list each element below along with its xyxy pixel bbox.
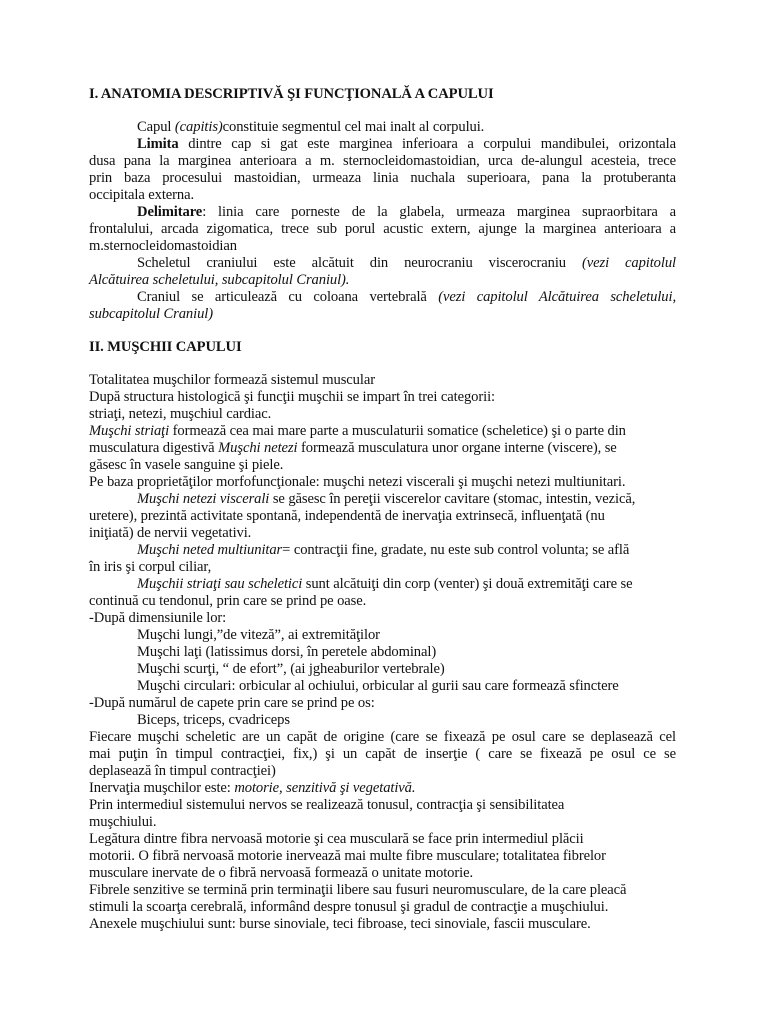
paragraph-line: Fiecare muşchi scheletic are un capăt de origine (care se fixează pe osul care se deplasează cel [89,729,676,745]
limita-line-3: prin baza procesului mastoidian, urmeaza linia nuchala superioara, pana la protuberanta [89,170,676,186]
paragraph-line: Anexele muşchiului sunt: burse sinoviale, teci fibroase, teci sinoviale, fascii musculare. [89,916,591,932]
paragraph-line: striaţi, netezi, muşchiul cardiac. [89,406,272,422]
scheletul-line-1 [137,255,676,272]
paragraph-line: Totalitatea muşchilor formează sistemul muscular [89,372,375,388]
text: formează musculatura unor organe interne (viscere), se [297,440,617,456]
list-item: Muşchi circulari: orbicular al ochiului, orbicular al gurii sau care formează sfinctere [137,678,619,694]
paragraph-line: motorii. O fibră nervoasă motorie inervează mai multe fibre musculare; totalitatea fibrelor [89,848,606,864]
paragraph-line [137,576,632,593]
text: Craniul se articulează cu coloana vertebrală [137,289,439,305]
term: Muşchii striaţi sau scheletici [137,576,303,592]
paragraph-line [89,423,626,440]
text: = contracţii fine, gradate, nu este sub control volunta; se află [282,542,630,558]
text: dintre cap si gat este marginea inferioara a corpului mandibulei, orizontala [178,136,676,152]
paragraph-line: După structura histologică şi funcţii muşchii se impart în trei categorii: [89,389,495,405]
list-item: Muşchi lungi,”de viteză”, ai extremităţilor [137,627,380,643]
paragraph-line: Legătura dintre fibra nervoasă motorie şi cea musculară se face prin intermediul plăcii [89,831,584,847]
list-item: Muşchi scurţi, “ de efort”, (ai jgheaburilor vertebrale) [137,661,445,677]
paragraph-line [137,542,629,559]
paragraph-line: -După dimensiunile lor: [89,610,227,626]
paragraph-line [89,780,415,797]
reference: (vezi capitolul Alcătuirea scheletului, [438,289,676,305]
reference: (vezi capitolul [581,255,676,271]
paragraph-line: uretere), prezintă activitate spontană, independentă de inervaţia extrinsecă, influenţată (nu [89,508,605,524]
paragraph-line [137,491,635,508]
paragraph-line: iniţiată) de nervii vegetativi. [89,525,252,541]
limita-line-4: occipitala externa. [89,187,195,203]
paragraph-line: găsesc în vasele sanguine şi piele. [89,457,284,473]
craniul-line-1 [137,289,676,306]
term: Muşchi striaţi [89,423,170,439]
list-item: Muşchi laţi (latissimus dorsi, în peretele abdominal) [137,644,437,660]
limita-line-2: dusa pana la marginea anterioara a m. sternocleidomastoidian, urca de-alungul acesteia, trece [89,153,676,169]
paragraph-line: -După numărul de capete prin care se prind pe os: [89,695,375,711]
paragraph-line: Prin intermediul sistemului nervos se realizează tonusul, contracţia şi sensibilitatea [89,797,565,813]
delimitare-line-2: frontalului, arcada zigomatica, trece sub porul acustic extern, ajunge la marginea anterioara a [89,221,676,237]
paragraph-line: Fibrele senzitive se termină prin terminaţii libere sau fusuri neuromusculare, de la care pleacă [89,882,627,898]
craniul-line-2 [89,306,213,323]
text: musculatura digestivă [89,440,219,456]
reference: Alcătuirea scheletului, subcapitolul Craniul). [89,272,350,288]
term: Muşchi netezi viscerali [137,491,270,507]
delimitare-line-1 [137,204,676,221]
paragraph-line [89,440,617,457]
paragraph-line: musculare inervate de o fibră nervoasă formează o unitate motorie. [89,865,474,881]
section-2-heading: II. MUŞCHII CAPULUI [89,339,242,355]
paragraph-line: deplasează în timpul contracţiei) [89,763,276,779]
paragraph-line: continuă cu tendonul, prin care se prind pe oase. [89,593,367,609]
text: formează cea mai mare parte a musculaturii somatice (scheletice) şi o parte din [169,423,626,439]
paragraph-line: stimuli la scoarţa cerebrală, informând despre tonusul şi gradul de contracţie a muşchiului. [89,899,609,915]
limita-line-1 [137,136,676,153]
term: Muşchi netezi [218,440,298,456]
text: constituie segmentul cel mai inalt al corpului. [222,119,485,135]
latin-term: (capitis) [174,119,223,135]
paragraph-line: în iris şi corpul ciliar, [89,559,212,575]
text: Capul [137,119,175,135]
section-1-heading: I. ANATOMIA DESCRIPTIVĂ ŞI FUNCŢIONALĂ A CAPULUI [89,86,494,102]
text: sunt alcătuiţi din corp (venter) şi două extremităţi care se [302,576,633,592]
paragraph-line: muşchiului. [89,814,157,830]
term: Muşchi neted multiunitar [137,542,283,558]
text: : linia care porneste de la glabela, urmeaza marginea supraorbitara a [202,204,676,220]
text: Scheletul craniului este alcătuit din neurocraniu viscerocraniu [137,255,582,271]
paragraph-line: mai puţin în timpul contracţiei, fix,) şi un capăt de inserţie ( care se fixează pe osul ce se [89,746,676,762]
delimitare-line-3: m.sternocleidomastoidian [89,238,237,254]
reference: subcapitolul Craniul) [89,306,213,322]
delimitare-term: Delimitare [137,204,203,220]
text: Inervaţia muşchilor este: [89,780,235,796]
scheletul-line-2 [89,272,349,289]
text: se găsesc în pereţii viscerelor cavitare (stomac, intestin, vezică, [269,491,636,507]
capul-paragraph [137,119,484,136]
list-item: Biceps, triceps, cvadriceps [137,712,290,728]
term: motorie, senzitivă şi vegetativă. [234,780,416,796]
limita-term: Limita [137,136,179,152]
paragraph-line: Pe baza proprietăţilor morfofuncţionale: muşchi netezi viscerali şi muşchi netezi multiunitari. [89,474,626,490]
